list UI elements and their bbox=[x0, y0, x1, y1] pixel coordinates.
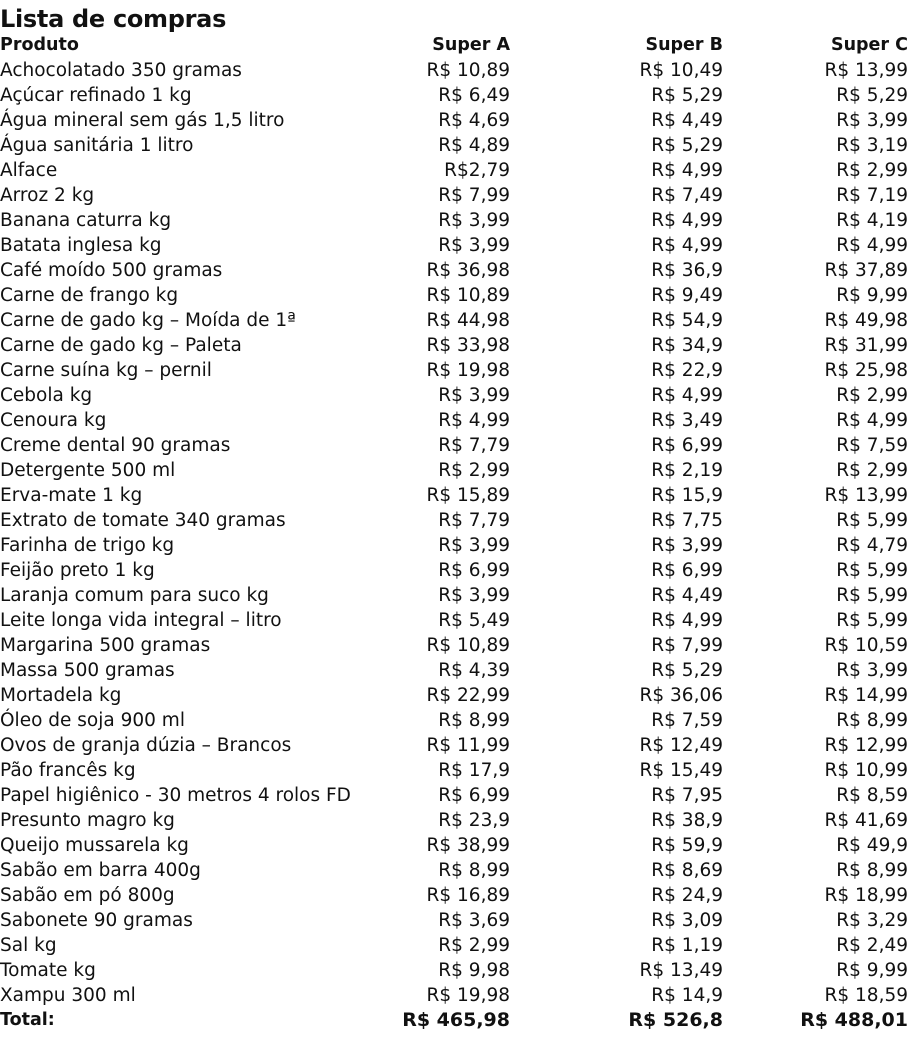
cell-product-name: Extrato de tomate 340 gramas bbox=[0, 510, 286, 531]
cell-product-name: Queijo mussarela kg bbox=[0, 835, 189, 856]
cell-price-super-b: R$ 10,49 bbox=[639, 60, 723, 81]
cell-product-name: Erva-mate 1 kg bbox=[0, 485, 143, 506]
cell-product-name: Margarina 500 gramas bbox=[0, 635, 211, 656]
cell-price-super-c: R$ 10,59 bbox=[824, 635, 908, 656]
cell-price-super-c: R$ 49,98 bbox=[824, 310, 908, 331]
cell-product-name: Feijão preto 1 kg bbox=[0, 560, 155, 581]
cell-price-super-a: R$ 16,89 bbox=[426, 885, 510, 906]
cell-product-name: Carne de gado kg – Moída de 1ª bbox=[0, 310, 296, 331]
cell-product-name: Presunto magro kg bbox=[0, 810, 175, 831]
total-super-a: R$ 465,98 bbox=[402, 1009, 510, 1031]
cell-price-super-a: R$ 10,89 bbox=[426, 635, 510, 656]
cell-price-super-a: R$ 3,99 bbox=[438, 235, 510, 256]
cell-product-name: Sabão em barra 400g bbox=[0, 860, 201, 881]
cell-product-name: Papel higiênico - 30 metros 4 rolos FD bbox=[0, 785, 351, 806]
cell-price-super-c: R$ 4,99 bbox=[836, 410, 908, 431]
total-super-c: R$ 488,01 bbox=[800, 1009, 908, 1031]
cell-price-super-c: R$ 4,99 bbox=[836, 235, 908, 256]
cell-price-super-c: R$ 5,29 bbox=[836, 85, 908, 106]
cell-product-name: Cenoura kg bbox=[0, 410, 107, 431]
cell-product-name: Água sanitária 1 litro bbox=[0, 135, 194, 156]
table-row bbox=[0, 658, 911, 683]
cell-price-super-a: R$ 6,99 bbox=[438, 560, 510, 581]
cell-price-super-b: R$ 4,99 bbox=[651, 210, 723, 231]
table-row bbox=[0, 558, 911, 583]
table-row bbox=[0, 108, 911, 133]
cell-price-super-b: R$ 7,49 bbox=[651, 185, 723, 206]
cell-price-super-c: R$ 5,99 bbox=[836, 585, 908, 606]
cell-price-super-c: R$ 2,99 bbox=[836, 460, 908, 481]
cell-price-super-c: R$ 8,99 bbox=[836, 710, 908, 731]
cell-price-super-a: R$ 33,98 bbox=[426, 335, 510, 356]
table-row bbox=[0, 208, 911, 233]
cell-price-super-b: R$ 4,99 bbox=[651, 385, 723, 406]
cell-price-super-b: R$ 15,49 bbox=[639, 760, 723, 781]
table-header-row bbox=[0, 33, 911, 58]
cell-price-super-c: R$ 14,99 bbox=[824, 685, 908, 706]
cell-price-super-c: R$ 2,49 bbox=[836, 935, 908, 956]
cell-product-name: Água mineral sem gás 1,5 litro bbox=[0, 110, 285, 131]
page-title: Lista de compras bbox=[0, 5, 227, 33]
cell-price-super-c: R$ 31,99 bbox=[824, 335, 908, 356]
cell-price-super-b: R$ 7,99 bbox=[651, 635, 723, 656]
cell-price-super-a: R$ 7,79 bbox=[438, 435, 510, 456]
table-row bbox=[0, 308, 911, 333]
cell-product-name: Sabão em pó 800g bbox=[0, 885, 175, 906]
cell-price-super-b: R$ 14,9 bbox=[651, 985, 723, 1006]
cell-price-super-c: R$ 4,19 bbox=[836, 210, 908, 231]
cell-price-super-a: R$ 15,89 bbox=[426, 485, 510, 506]
table-total-row bbox=[0, 1008, 911, 1033]
cell-price-super-b: R$ 13,49 bbox=[639, 960, 723, 981]
header-super-b: Super B bbox=[645, 35, 723, 55]
cell-product-name: Carne de frango kg bbox=[0, 285, 179, 306]
table-row bbox=[0, 858, 911, 883]
cell-product-name: Massa 500 gramas bbox=[0, 660, 175, 681]
cell-price-super-b: R$ 3,49 bbox=[651, 410, 723, 431]
cell-price-super-c: R$ 7,59 bbox=[836, 435, 908, 456]
cell-price-super-b: R$ 2,19 bbox=[651, 460, 723, 481]
cell-product-name: Arroz 2 kg bbox=[0, 185, 95, 206]
cell-price-super-b: R$ 34,9 bbox=[651, 335, 723, 356]
cell-price-super-b: R$ 5,29 bbox=[651, 660, 723, 681]
table-row bbox=[0, 133, 911, 158]
cell-product-name: Ovos de granja dúzia – Brancos bbox=[0, 735, 292, 756]
cell-product-name: Batata inglesa kg bbox=[0, 235, 162, 256]
table-row bbox=[0, 933, 911, 958]
cell-price-super-b: R$ 3,09 bbox=[651, 910, 723, 931]
cell-price-super-c: R$ 18,99 bbox=[824, 885, 908, 906]
cell-product-name: Tomate kg bbox=[0, 960, 96, 981]
table-row bbox=[0, 383, 911, 408]
table-row bbox=[0, 583, 911, 608]
cell-price-super-c: R$ 25,98 bbox=[824, 360, 908, 381]
cell-price-super-c: R$ 2,99 bbox=[836, 160, 908, 181]
cell-price-super-c: R$ 10,99 bbox=[824, 760, 908, 781]
cell-price-super-b: R$ 4,99 bbox=[651, 610, 723, 631]
cell-price-super-a: R$ 44,98 bbox=[426, 310, 510, 331]
cell-price-super-a: R$ 3,99 bbox=[438, 385, 510, 406]
table-row bbox=[0, 358, 911, 383]
cell-price-super-c: R$ 2,99 bbox=[836, 385, 908, 406]
cell-price-super-a: R$ 6,49 bbox=[438, 85, 510, 106]
cell-product-name: Mortadela kg bbox=[0, 685, 122, 706]
cell-price-super-c: R$ 5,99 bbox=[836, 560, 908, 581]
table-row bbox=[0, 683, 911, 708]
cell-price-super-c: R$ 3,19 bbox=[836, 135, 908, 156]
cell-price-super-c: R$ 13,99 bbox=[824, 60, 908, 81]
cell-price-super-b: R$ 9,49 bbox=[651, 285, 723, 306]
table-row bbox=[0, 833, 911, 858]
price-table bbox=[0, 33, 911, 1033]
cell-price-super-a: R$ 3,99 bbox=[438, 585, 510, 606]
cell-price-super-a: R$ 10,89 bbox=[426, 285, 510, 306]
cell-price-super-b: R$ 36,9 bbox=[651, 260, 723, 281]
cell-price-super-a: R$ 8,99 bbox=[438, 860, 510, 881]
cell-price-super-c: R$ 3,29 bbox=[836, 910, 908, 931]
cell-price-super-a: R$ 3,99 bbox=[438, 535, 510, 556]
cell-price-super-b: R$ 12,49 bbox=[639, 735, 723, 756]
cell-price-super-c: R$ 4,79 bbox=[836, 535, 908, 556]
cell-product-name: Achocolatado 350 gramas bbox=[0, 60, 242, 81]
table-body bbox=[0, 58, 911, 1008]
cell-product-name: Laranja comum para suco kg bbox=[0, 585, 269, 606]
cell-product-name: Farinha de trigo kg bbox=[0, 535, 175, 556]
cell-price-super-b: R$ 59,9 bbox=[651, 835, 723, 856]
cell-price-super-a: R$ 22,99 bbox=[426, 685, 510, 706]
cell-price-super-a: R$ 6,99 bbox=[438, 785, 510, 806]
cell-price-super-c: R$ 3,99 bbox=[836, 110, 908, 131]
cell-price-super-b: R$ 54,9 bbox=[651, 310, 723, 331]
cell-product-name: Carne suína kg – pernil bbox=[0, 360, 212, 381]
cell-price-super-a: R$ 11,99 bbox=[426, 735, 510, 756]
table-row bbox=[0, 983, 911, 1008]
cell-product-name: Detergente 500 ml bbox=[0, 460, 176, 481]
cell-price-super-a: R$ 19,98 bbox=[426, 360, 510, 381]
cell-price-super-c: R$ 7,19 bbox=[836, 185, 908, 206]
table-row bbox=[0, 158, 911, 183]
header-super-c: Super C bbox=[830, 35, 908, 55]
cell-price-super-b: R$ 5,29 bbox=[651, 85, 723, 106]
table-row bbox=[0, 333, 911, 358]
cell-price-super-a: R$ 36,98 bbox=[426, 260, 510, 281]
cell-price-super-c: R$ 9,99 bbox=[836, 285, 908, 306]
cell-price-super-b: R$ 22,9 bbox=[651, 360, 723, 381]
cell-price-super-b: R$ 4,49 bbox=[651, 110, 723, 131]
cell-price-super-a: R$ 4,69 bbox=[438, 110, 510, 131]
cell-price-super-a: R$ 4,89 bbox=[438, 135, 510, 156]
total-super-b: R$ 526,8 bbox=[628, 1009, 723, 1031]
table-row bbox=[0, 483, 911, 508]
table-row bbox=[0, 508, 911, 533]
table-row bbox=[0, 633, 911, 658]
cell-price-super-b: R$ 6,99 bbox=[651, 560, 723, 581]
cell-price-super-c: R$ 13,99 bbox=[824, 485, 908, 506]
cell-price-super-a: R$ 38,99 bbox=[426, 835, 510, 856]
total-label: Total: bbox=[0, 1010, 55, 1030]
cell-price-super-b: R$ 7,59 bbox=[651, 710, 723, 731]
cell-price-super-a: R$ 7,99 bbox=[438, 185, 510, 206]
cell-price-super-b: R$ 4,99 bbox=[651, 235, 723, 256]
cell-price-super-b: R$ 3,99 bbox=[651, 535, 723, 556]
cell-price-super-c: R$ 18,59 bbox=[824, 985, 908, 1006]
table-row bbox=[0, 258, 911, 283]
cell-price-super-b: R$ 15,9 bbox=[651, 485, 723, 506]
table-row bbox=[0, 233, 911, 258]
table-row bbox=[0, 408, 911, 433]
table-row bbox=[0, 608, 911, 633]
cell-price-super-c: R$ 9,99 bbox=[836, 960, 908, 981]
table-row bbox=[0, 958, 911, 983]
cell-price-super-b: R$ 4,99 bbox=[651, 160, 723, 181]
table-row bbox=[0, 458, 911, 483]
cell-price-super-a: R$ 10,89 bbox=[426, 60, 510, 81]
cell-price-super-a: R$ 8,99 bbox=[438, 710, 510, 731]
cell-product-name: Sabonete 90 gramas bbox=[0, 910, 193, 931]
cell-product-name: Xampu 300 ml bbox=[0, 985, 136, 1006]
header-super-a: Super A bbox=[432, 35, 510, 55]
table-row bbox=[0, 183, 911, 208]
cell-price-super-a: R$ 7,79 bbox=[438, 510, 510, 531]
table-row bbox=[0, 783, 911, 808]
table-row bbox=[0, 433, 911, 458]
cell-price-super-c: R$ 41,69 bbox=[824, 810, 908, 831]
cell-price-super-c: R$ 12,99 bbox=[824, 735, 908, 756]
cell-price-super-b: R$ 1,19 bbox=[651, 935, 723, 956]
cell-product-name: Alface bbox=[0, 160, 58, 181]
cell-price-super-b: R$ 4,49 bbox=[651, 585, 723, 606]
cell-product-name: Cebola kg bbox=[0, 385, 93, 406]
cell-price-super-a: R$ 19,98 bbox=[426, 985, 510, 1006]
cell-price-super-c: R$ 3,99 bbox=[836, 660, 908, 681]
cell-price-super-c: R$ 5,99 bbox=[836, 610, 908, 631]
cell-price-super-b: R$ 7,95 bbox=[651, 785, 723, 806]
cell-price-super-a: R$ 23,9 bbox=[438, 810, 510, 831]
cell-product-name: Pão francês kg bbox=[0, 760, 136, 781]
cell-price-super-c: R$ 49,9 bbox=[836, 835, 908, 856]
cell-price-super-a: R$ 4,99 bbox=[438, 410, 510, 431]
table-row bbox=[0, 533, 911, 558]
cell-price-super-a: R$ 2,99 bbox=[438, 460, 510, 481]
cell-product-name: Creme dental 90 gramas bbox=[0, 435, 231, 456]
cell-price-super-a: R$ 9,98 bbox=[438, 960, 510, 981]
cell-product-name: Sal kg bbox=[0, 935, 57, 956]
cell-price-super-c: R$ 5,99 bbox=[836, 510, 908, 531]
cell-product-name: Banana caturra kg bbox=[0, 210, 172, 231]
cell-price-super-b: R$ 38,9 bbox=[651, 810, 723, 831]
table-row bbox=[0, 83, 911, 108]
table-row bbox=[0, 808, 911, 833]
table-row bbox=[0, 908, 911, 933]
cell-price-super-a: R$ 5,49 bbox=[438, 610, 510, 631]
cell-price-super-a: R$ 17,9 bbox=[438, 760, 510, 781]
cell-product-name: Óleo de soja 900 ml bbox=[0, 710, 185, 731]
cell-price-super-a: R$ 3,99 bbox=[438, 210, 510, 231]
cell-price-super-c: R$ 8,59 bbox=[836, 785, 908, 806]
cell-price-super-a: R$ 3,69 bbox=[438, 910, 510, 931]
cell-price-super-c: R$ 8,99 bbox=[836, 860, 908, 881]
cell-product-name: Café moído 500 gramas bbox=[0, 260, 223, 281]
cell-product-name: Açúcar refinado 1 kg bbox=[0, 85, 192, 106]
table-row bbox=[0, 58, 911, 83]
cell-product-name: Carne de gado kg – Paleta bbox=[0, 335, 242, 356]
cell-product-name: Leite longa vida integral – litro bbox=[0, 610, 282, 631]
cell-price-super-b: R$ 7,75 bbox=[651, 510, 723, 531]
cell-price-super-b: R$ 5,29 bbox=[651, 135, 723, 156]
table-row bbox=[0, 733, 911, 758]
header-product: Produto bbox=[0, 35, 79, 55]
table-row bbox=[0, 758, 911, 783]
cell-price-super-b: R$ 8,69 bbox=[651, 860, 723, 881]
cell-price-super-a: R$2,79 bbox=[444, 160, 510, 181]
cell-price-super-b: R$ 6,99 bbox=[651, 435, 723, 456]
cell-price-super-b: R$ 24,9 bbox=[651, 885, 723, 906]
table-row bbox=[0, 883, 911, 908]
cell-price-super-a: R$ 4,39 bbox=[438, 660, 510, 681]
table-row bbox=[0, 283, 911, 308]
cell-price-super-b: R$ 36,06 bbox=[639, 685, 723, 706]
cell-price-super-a: R$ 2,99 bbox=[438, 935, 510, 956]
table-row bbox=[0, 708, 911, 733]
cell-price-super-c: R$ 37,89 bbox=[824, 260, 908, 281]
